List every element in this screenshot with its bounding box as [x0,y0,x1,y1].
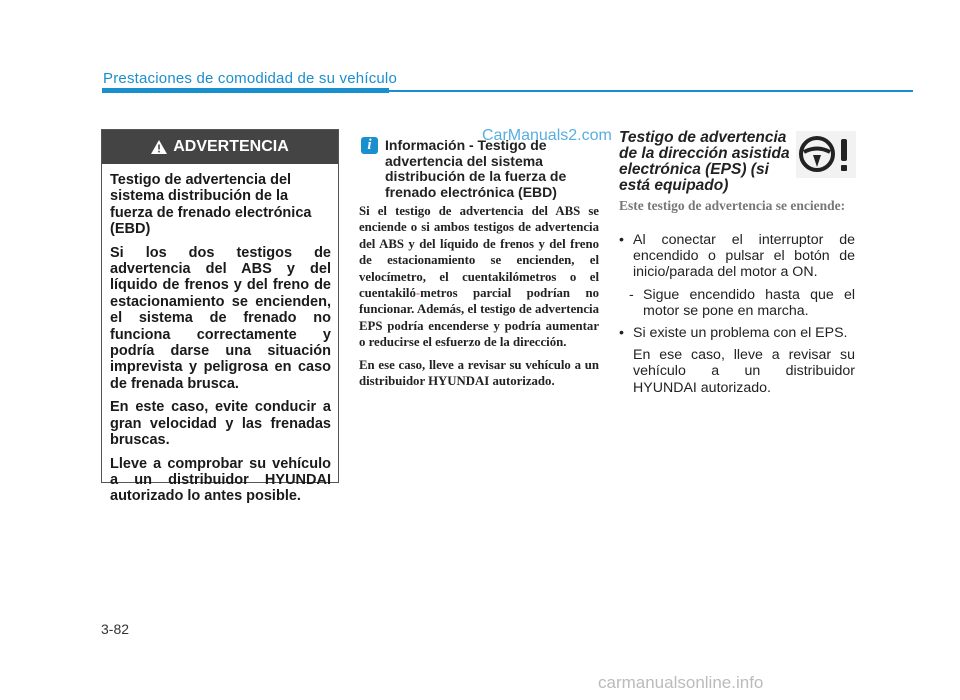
header-accent-bar [102,88,389,93]
eps-subtitle: Este testigo de advertencia se enciende: [619,198,846,213]
list-item-text: Si existe un problema con el EPS. [633,325,848,342]
bullet: • [619,232,624,248]
warning-heading: ADVERTENCIA [173,138,289,155]
page-number: 3-82 [101,621,130,637]
info-paragraph: En ese caso, lleve a revisar su vehículo a un distribuidor HYUNDAI autorizado. [359,357,599,389]
warning-triangle-icon [151,140,167,154]
steering-wheel-warning-icon [796,131,856,178]
sub-list-item [619,287,855,319]
list-item [619,232,855,281]
hyphen-mark: - [415,286,421,301]
bullet: • [619,325,624,342]
section-title: Prestaciones de comodidad de su vehículo [103,70,398,87]
warning-paragraph: En este caso, evite conducir a gran velocidad y las frenadas bruscas. [110,399,331,449]
warning-body [102,164,338,505]
eps-list [619,232,855,396]
list-item-text: Al conectar el interruptor de encendido o pulsar el botón de inicio/parada del motor a ON. [633,232,855,281]
dash: - [629,286,634,303]
info-paragraph-part: metros parcial podrían no funcionar. Además, el testigo de advertencia EPS podría encenderse y podría aumentar o reducirse el esfuerzo de la dirección. [359,286,599,350]
warning-paragraph: Si los dos testigos de advertencia del ABS y del líquido de frenos y del freno de estacionamiento se encienden, el sistema de frenado no funciona correctamente y podría darse una situación imprevista y peligrosa en caso de frenada brusca. [110,244,331,392]
footer-watermark: carmanualsonline.info [598,673,764,692]
info-title: Información - Testigo de advertencia del sistema distribución de la fuerza de frenado electrónica (EBD) [385,137,567,200]
warning-title: Testigo de advertencia del sistema distribución de la fuerza de frenado electrónica (EBD) [110,172,312,238]
sub-list-item-text: Sigue encendido hasta que el motor se pone en marcha. [643,286,855,319]
header-rule [389,90,913,92]
info-paragraph [359,203,599,351]
info-paragraph-part: Si el testigo de advertencia del ABS se enciende o si ambos testigos de advertencia del ABS y del líquido de frenos y del freno de estacionamiento se encienden, el velocímetro, el cuentakilómetros o el cuentakiló [359,204,599,301]
warning-header [102,130,338,164]
list-item [619,325,855,341]
eps-title: Testigo de advertencia de la dirección asistida electrónica (EPS) (si está equipado) [619,129,790,194]
warning-paragraph: Lleve a comprobar su vehículo a un distribuidor HYUNDAI autorizado lo antes posible. [110,455,331,505]
eps-note: En ese caso, lleve a revisar su vehículo a un distribuidor HYUNDAI autorizado. [633,347,855,396]
watermark: CarManuals2.com [482,127,612,144]
warning-box [101,129,339,505]
info-icon: i [361,137,378,154]
info-body [359,203,599,395]
